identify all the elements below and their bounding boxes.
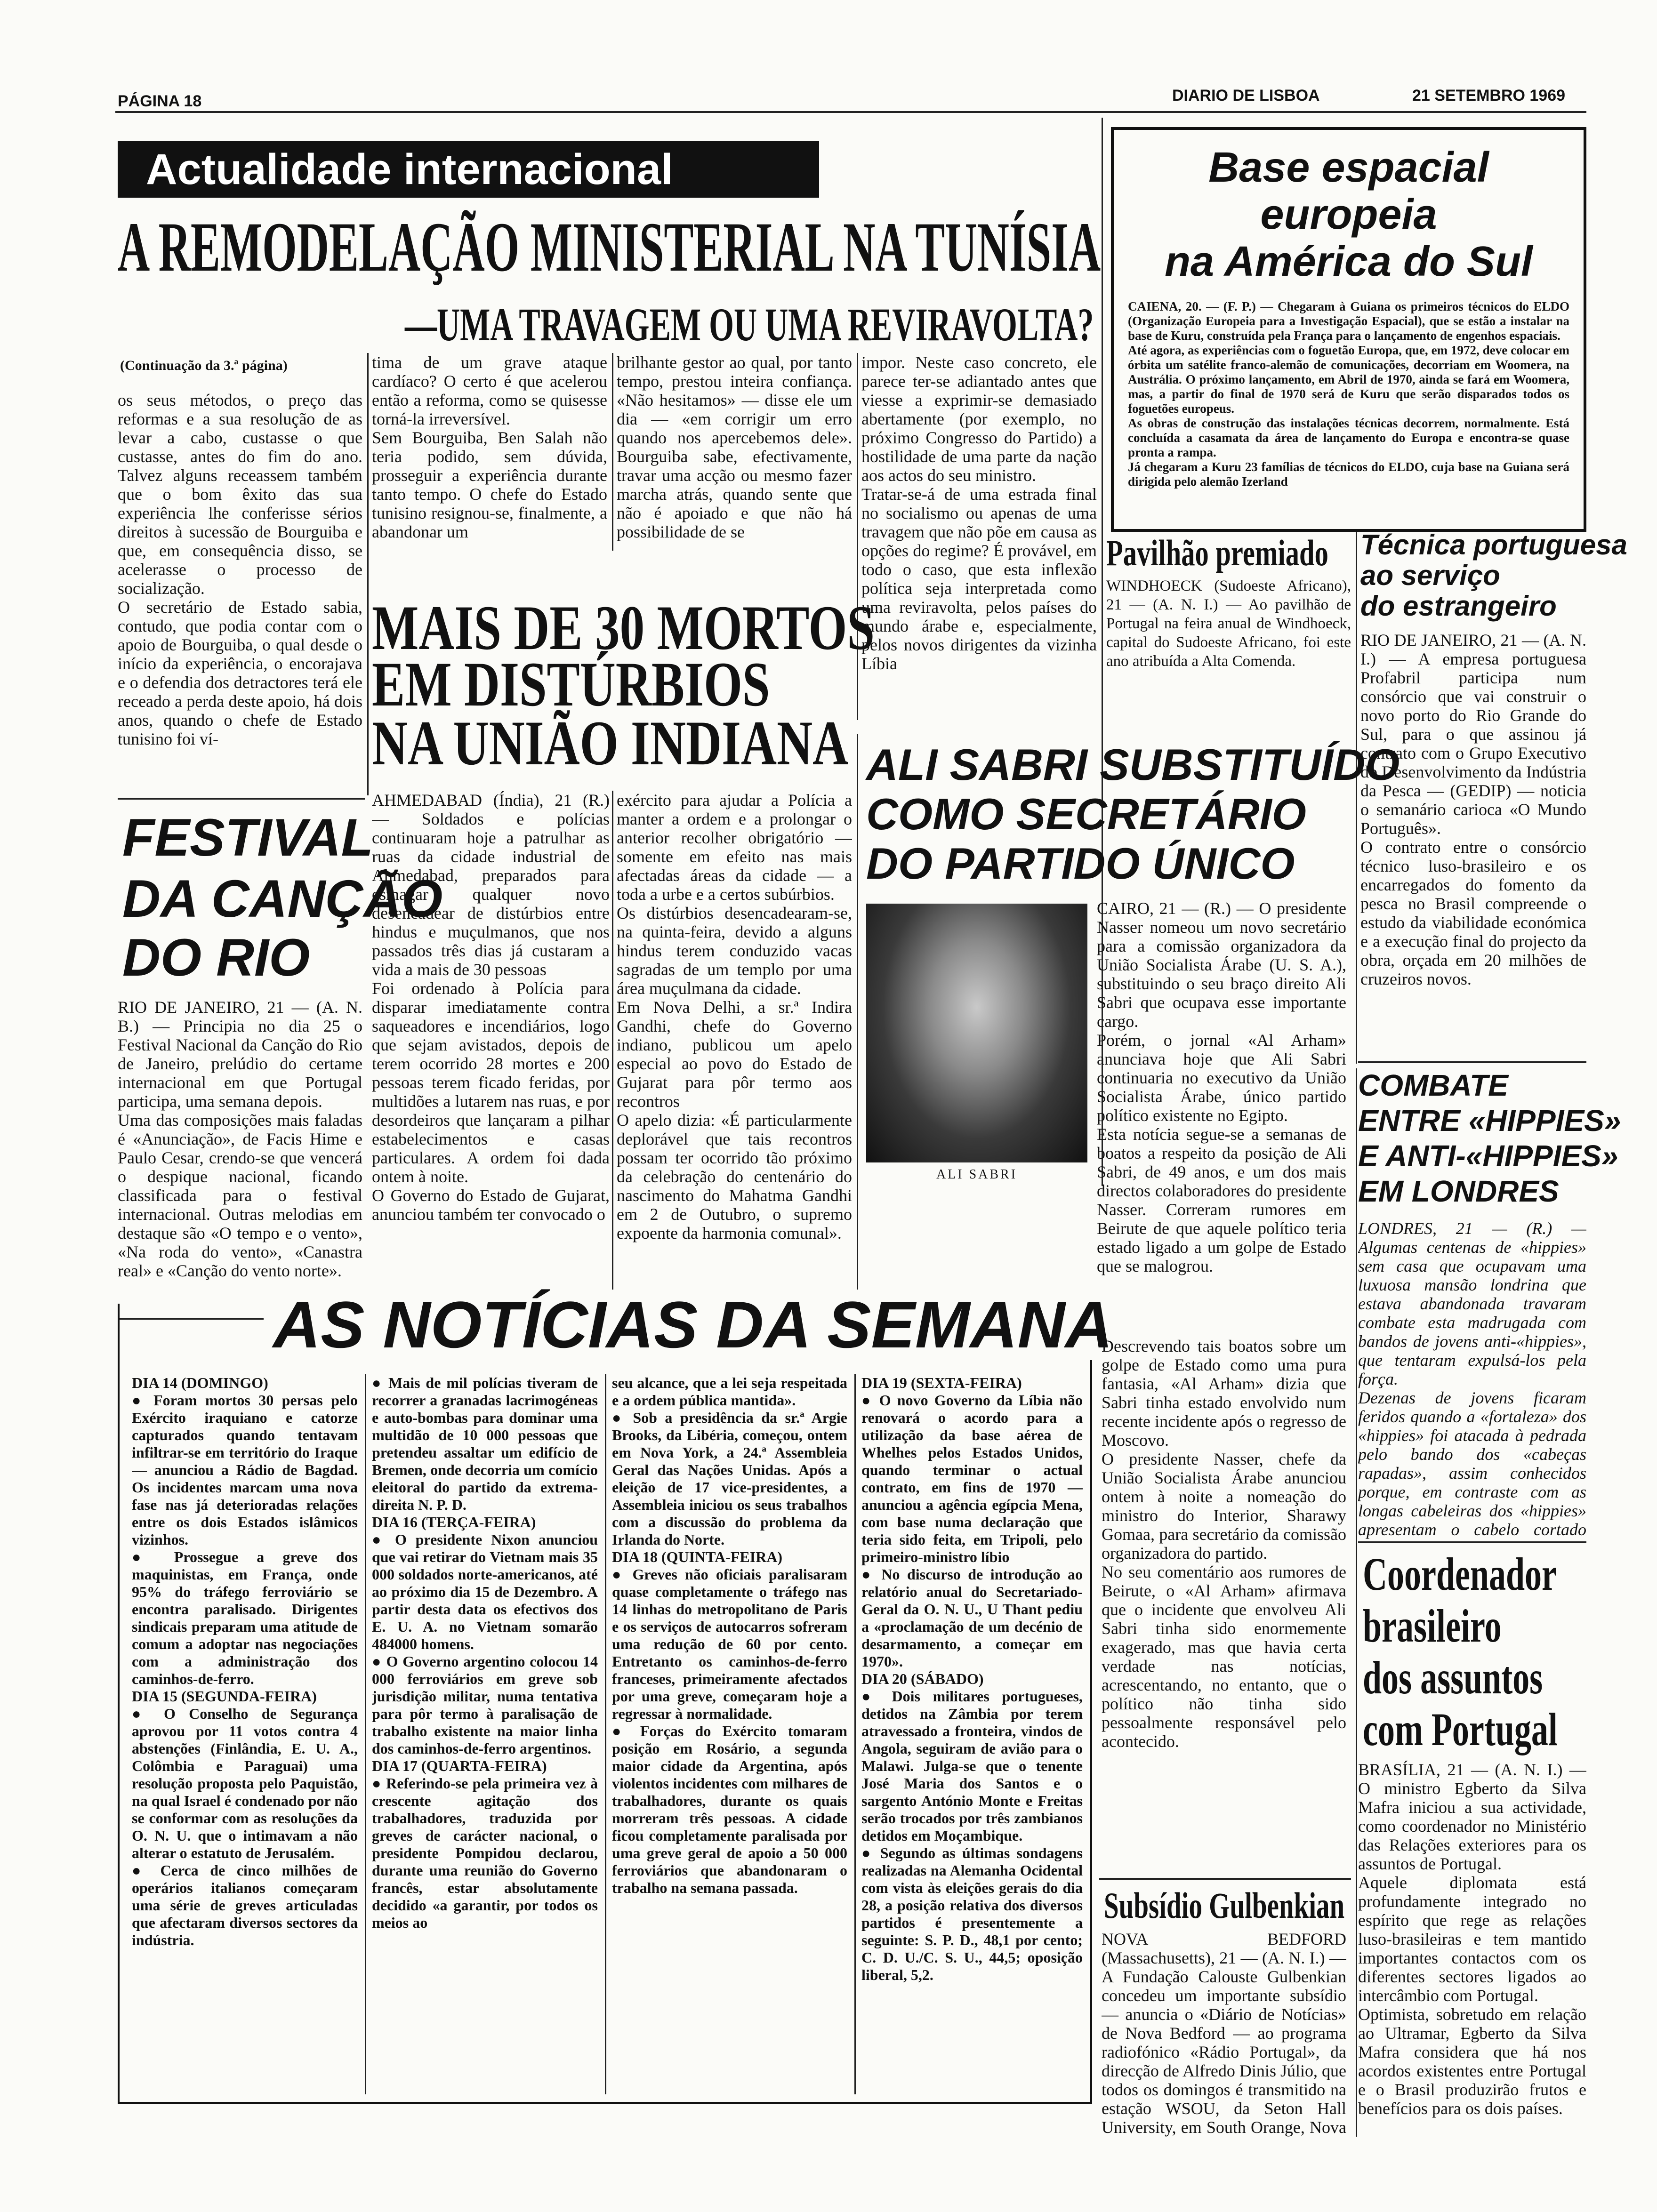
header-rule xyxy=(115,111,1586,113)
issue-date: 21 SETEMBRO 1969 xyxy=(1412,87,1566,104)
noticias-column-3: seu alcance, que a lei seja respeitada e a ordem pública mantida». ● Sob a presidência da sr.ª Argie Brooks, da Libéria, começou, ontem em Nova York, a 24.ª Assembleia Geral das Nações Unidas. Após a eleição de 17 vice-presidentes, a Assembleia iniciou os seus trabalhos com a discussão do problema da Irlanda do Norte. DIA 18 (QUINTA-FEIRA) ● Greves não oficiais paralisaram quase completamente o tráfego nas 14 linhas do metropolitano de Paris e os serviços de autocarros sofreram uma redução de 60 por cento. Entretanto os caminhos-de-ferro franceses, primeiramente afectados por uma greve, começaram hoje a regressar à normalidade. ● Forças do Exército tomaram posição em Rosário, a segunda maior cidade da Argentina, após violentos incidentes com milhares de trabalhadores, durante os quais morreram três pessoas. A cidade ficou completamente paralisada por uma greve geral de apoio a 50 000 ferroviários que abandonaram o trabalho na semana passada. xyxy=(612,1374,847,1896)
tunisia-subheadline: —UMA TRAVAGEM OU UMA REVIRAVOLTA? xyxy=(405,298,1094,351)
sabri-column-right: CAIRO, 21 — (R.) — O presidente Nasser nomeou um novo secretário para a comissão organizadora da União Socialista Árabe (U. S. A.), substituindo o seu braço direito Ali Sabri que ocupava esse importante cargo. Porém, o jornal «Al Arham» anunciava hoje que Ali Sabri continuaria no executivo da União Socialista Árabe, único partido político existente no Egipto. Esta notícia segue-se a semanas de boatos a respeito da posição de Ali Sabri, de 49 anos, e um dos mais directos colaboradores do presidente Nasser. Correram rumores em Beirute de que aquele político teria estado ligado a um golpe de Estado que se malogrou. xyxy=(1097,899,1346,1275)
india-column-2: exército para ajudar a Polícia a manter a ordem e a prolongar o anterior recolher obrigatório — somente em efeito nas mais afectadas áreas da cidade — a toda a urbe e a certos subúrbios. Os distúrbios desencadearam-se, na quinta-feira, devido a alguns hindus terem conduzido vacas sagradas de um templo por uma área muçulmana da cidade. Em Nova Delhi, a sr.ª Indira Gandhi, chefe do Governo indiano, publicou um apelo especial ao povo do Estado de Gujarat para pôr termo aos recontros O apelo dizia: «É particularmente deplorável que tais recontros possam ter ocorrido tão próximo da celebração do centenário do nascimento do Mahatma Gandhi em 2 de Outubro, o supremo expoente da harmonia comunal». xyxy=(617,791,852,1242)
espacial-headline-line-2: na América do Sul xyxy=(1165,238,1533,285)
sabri-headline-line-2: COMO SECRETÁRIO xyxy=(866,789,1306,839)
coordenador-body: BRASÍLIA, 21 — (A. N. I.) — O ministro Egberto da Silva Mafra iniciou a sua actividade, como coordenador no Ministério das Relações exteriores para os assuntos de Portugal. Aquele diplomata está profundamente integrado no espírito que rege as relações luso-brasileiras e tem mantido importantes contactos com os diferentes sectores ligados ao intercâmbio com Portugal. Optimista, sobretudo em relação ao Ultramar, Egberto da Silva Mafra considera que há nos acordos existentes entre Portugal e o Brasil produzirão frutos e benefícios para os dois países. xyxy=(1358,1760,1586,2118)
festival-headline-line-1: FESTIVAL xyxy=(122,808,374,867)
section-banner xyxy=(118,141,819,198)
espacial-body: CAIENA, 20. — (F. P.) — Chegaram à Guiana os primeiros técnicos do ELDO (Organização Europeia para a Investigação Espacial), que se estão a instalar na base de Kuru, construída pela França para o lançamento de engenhos espaciais. Até agora, as experiências com o foguetão Europa, que, em 1972, deve colocar em órbita um satélite franco-alemão de comunicações, decorriam em Woomera, na Austrália. O próximo lançamento, em Abril de 1970, ainda se fará em Woomera, mas, a partir do final de 1970 será de Kuru que serão disparados todos os foguetões europeus. As obras de construção das instalações técnicas decorrem, normalmente. Está concluída a casamata da área de lançamento do Europa e encontra-se quase pronta a rampa. Já chegaram a Kuru 23 famílias de técnicos do ELDO, cuja base na Guiana será dirigida pelo alemão Izerland xyxy=(1128,299,1569,489)
india-headline-line-3: NA UNIÃO INDIANA xyxy=(372,708,849,778)
tecnica-headline-line-3: do estrangeiro xyxy=(1360,590,1557,622)
tecnica-headline-line-1: Técnica portuguesa xyxy=(1360,529,1627,561)
festival-headline-line-3: DO RIO xyxy=(122,928,310,987)
gulbenkian-body: NOVA BEDFORD (Massachusetts), 21 — (A. N. I.) — A Fundação Calouste Gulbenkian concedeu um importante subsídio — anuncia o «Diário de Notícias» de Nova Bedford — ao programa radiofónico «Rádio Portugal», da direcção de Alfredo Dinis Júlio, que todos os domingos é transmitido na estação WSOU, da Seton Hall University, em South Orange, Nova xyxy=(1102,1930,1346,2137)
gulbenkian-headline: Subsídio Gulbenkian xyxy=(1104,1885,1345,1926)
sabri-column-lower: Descrevendo tais boatos sobre um golpe de Estado como uma pura fantasia, «Al Arham» dizia que Sabri tinha estado envolvido num recente incidente após o regresso de Moscovo. O presidente Nasser, chefe da União Socialista Árabe anunciou ontem à noite a nomeação do ministro do Interior, Sharawy Gomaa, para secretário da comissão organizadora do partido. No seu comentário aos rumores de Beirute, o «Al Arham» afirmava que o incidente que envolveu Ali Sabri tinha sido enormemente exagerado, mas que havia certa verdade nas notícias, acrescentando, no entanto, que o político não tinha sido pessoalmente responsável pelo acontecido. xyxy=(1102,1337,1346,1751)
festival-headline-line-2: DA CANÇÃO xyxy=(122,869,443,928)
india-headline-line-2: EM DISTÚRBIOS xyxy=(372,649,770,720)
tunisia-headline: A REMODELAÇÃO MINISTERIAL NA TUNÍSIA xyxy=(118,208,1101,286)
sabri-headline-line-3: DO PARTIDO ÚNICO xyxy=(866,839,1295,888)
tecnica-body: RIO DE JANEIRO, 21 — (A. N. I.) — A empresa portuguesa Profabril participa num consórcio que vai construir o novo porto do Rio Grande do Sul, para o que assinou já contrato com o Grupo Executivo do Desenvolvimento da Indústria da Pesca — (GEDIP) — noticia o semanário carioca «O Mundo Português». O contrato entre o consórcio técnico luso-brasileiro e os encarregados do fomento da pesca no Brasil compreende o estudo da viabilidade económica e a execução final do projecto da obra, orçada em 20 milhões de cruzeiros novos. xyxy=(1360,631,1586,988)
hippies-headline-line-4: EM LONDRES xyxy=(1358,1174,1559,1208)
coordenador-headline-line-2: brasileiro xyxy=(1363,1600,1502,1652)
hippies-headline-line-2: ENTRE «HIPPIES» xyxy=(1358,1104,1621,1138)
coordenador-headline-line-4: com Portugal xyxy=(1363,1703,1558,1755)
tunisia-column-2: tima de um grave ataque cardíaco? O certo é que acelerou então a reforma, como se quisesse torná-la irreversível. Sem Bourguiba, Ben Salah não teria podido, sem dúvida, prosseguir a experiência durante tanto tempo. O chefe do Estado tunisino resignou-se, finalmente, a abandonar um xyxy=(372,353,607,541)
newspaper-name: DIARIO DE LISBOA xyxy=(1172,87,1320,104)
tunisia-column-4: impor. Neste caso concreto, ele parece ter-se adiantado antes que viesse a exprimir-se demasiado abertamente (por exemplo, no próximo Congresso do Partido) a hostilidade de uma parte da nação aos actos do seu ministro. Tratar-se-á de uma estrada final no socialismo ou apenas de uma travagem que não põe em causa as opções do regime? É provável, em todo o caso, que esta inflexão política seja interpretada como uma reviravolta, pelos países do mundo árabe e, especialmente, pelos novos dirigentes da vizinha Líbia xyxy=(861,353,1097,673)
hippies-headline-line-1: COMBATE xyxy=(1358,1068,1508,1102)
hippies-body: LONDRES, 21 — (R.) — Algumas centenas de «hippies» sem casa que ocupavam uma luxuosa mansão londrina que estava abandonada travaram combate esta madrugada com bandos de jovens anti-«hippies», que tentaram expulsá-los pela força. Dezenas de jovens ficaram feridos quando a «fortaleza» dos «hippies» foi atacada à pedrada pelo bando dos «cabeças rapadas», assim conhecidos porque, em contraste com as longas cabeleiras dos «hippies» apresentam o cabelo cortado xyxy=(1358,1219,1586,1539)
coordenador-headline-line-3: dos assuntos xyxy=(1363,1651,1543,1704)
festival-body: RIO DE JANEIRO, 21 — (A. N. B.) — Principia no dia 25 o Festival Nacional da Canção do Rio de Janeiro, prelúdio do certame internacional em que Portugal participa, uma semana depois. Uma das composições mais faladas é «Anunciação», de Facis Hime e Paulo Cesar, crendo-se que vencerá o despique nacional, ficando classificada para o festival internacional. Outras melodias em destaque são «O tempo e o vento», «Na roda do vento», «Canastra real» e «Canção do vento norte». xyxy=(118,998,362,1280)
noticias-headline: AS NOTÍCIAS DA SEMANA xyxy=(264,1290,1122,1360)
tunisia-continuation-note: (Continuação da 3.ª página) xyxy=(120,358,288,373)
sabri-photo xyxy=(866,904,1087,1162)
tecnica-headline-line-2: ao serviço xyxy=(1360,560,1500,591)
sabri-headline-line-1: ALI SABRI SUBSTITUÍDO xyxy=(866,740,1400,789)
noticias-column-2: ● Mais de mil polícias tiveram de recorrer a granadas lacrimogéneas e auto-bombas para dominar uma multidão de 10 000 pessoas que pretendeu assaltar um edifício de Bremen, onde decorria um comício eleitoral do partido da extrema-direita N. P. D. DIA 16 (TERÇA-FEIRA) ● O presidente Nixon anunciou que vai retirar do Vietnam mais 35 000 soldados norte-americanos, até ao próximo dia 15 de Dezembro. A partir desta data os efectivos dos E. U. A. no Vietnam somarão 484000 homens. ● O Governo argentino colocou 14 000 ferroviários em greve sob jurisdição militar, numa tentativa para pôr termo à paralisação de trabalho existente na maior linha dos caminhos-de-ferro argentinos. DIA 17 (QUARTA-FEIRA) ● Referindo-se pela primeira vez à crescente agitação dos trabalhadores, traduzida por greves de carácter nacional, o presidente Pompidou declarou, durante uma reunião do Governo francês, estar absolutamente decidido «a garantir, por todos os meios ao xyxy=(372,1374,598,1931)
espacial-headline-line-1: Base espacial europeia xyxy=(1208,144,1489,238)
pavilhao-headline: Pavilhão premiado xyxy=(1106,532,1328,573)
sabri-photo-caption: ALI SABRI xyxy=(936,1167,1018,1182)
tunisia-column-1: os seus métodos, o preço das reformas e a sua resolução de as levar a cabo, custasse o que custasse, antes do fim do ano. Talvez alguns receassem também que o bom êxito das sua experiência lhe conferisse sérios direitos à sucessão de Bourguiba e que, em consequência disso, se acelerasse o processo de socialização. O secretário de Estado sabia, contudo, que podia contar com o apoio de Bourguiba, o qual desde o início da experiência, o encorajava e o defendia dos detractores terá ele receado a perda deste apoio, há dois anos, quando o chefe de Estado tunisino foi ví- xyxy=(118,391,362,748)
page-number: PÁGINA 18 xyxy=(118,92,202,110)
noticias-column-1: DIA 14 (DOMINGO) ● Foram mortos 30 persas pelo Exército iraquiano e catorze capturados quando tentavam infiltrar-se em território do Iraque — anunciou a Rádio de Bagdad. Os incidentes marcam uma nova fase nas já deterioradas relações entre os dois Estados islâmicos vizinhos. ● Prossegue a greve dos maquinistas, em França, onde 95% do tráfego ferroviário se encontra paralisado. Dirigentes sindicais preparam uma atitude de comum a adoptar nas negociações com a administração dos caminhos-de-ferro. DIA 15 (SEGUNDA-FEIRA) ● O Conselho de Segurança aprovou por 11 votos contra 4 abstenções (Finlândia, E. U. A., Colômbia e Paraguai) uma resolução proposta pelo Paquistão, na qual Israel é condenado por não se conformar com as resoluções da O. N. U. que o intimavam a não alterar o estatuto de Jerusalém. ● Cerca de cinco milhões de operários italianos começaram uma série de greves articuladas que afectaram diversos sectores da indústria. xyxy=(132,1374,358,1948)
india-column-1: AHMEDABAD (Índia), 21 (R.) — Soldados e polícias continuaram hoje a patrulhar as ruas da cidade industrial de Ahmedabad, preparados para esmagar qualquer novo desencadear de distúrbios entre hindus e muçulmanos, que nos passados três dias já custaram a vida a mais de 30 pessoas Foi ordenado à Polícia para disparar imediatamente contra saqueadores e incendiários, logo que sejam avistados, depois de terem ocorrido 28 mortes e 200 pessoas terem ficado feridas, por multidões a lutarem nas ruas, e por desordeiros que lançaram a pilhar estabelecimentos e casas particulares. A ordem foi dada ontem à noite. O Governo do Estado de Gujarat, anunciou também ter convocado o xyxy=(372,791,610,1224)
coordenador-headline-line-1: Coordenador xyxy=(1363,1548,1557,1600)
tunisia-column-3: brilhante gestor ao qual, por tanto tempo, prestou inteira confiança. «Não hesitamos» — disse ele um dia — «em corrigir um erro quando nos apercebemos dele». Bourguiba sabe, efectivamente, travar uma acção ou mesmo fazer marcha atrás, quando sente que não é apoiado e que não há possibilidade de se xyxy=(617,353,852,541)
india-headline-line-1: MAIS DE 30 MORTOS xyxy=(372,593,875,663)
pavilhao-body: WINDHOECK (Sudoeste Africano), 21 — (A. N. I.) — Ao pavilhão de Portugal na feira anual de Windhoeck, capital do Sudoeste Africano, foi este ano atribuída a Alta Comenda. xyxy=(1106,577,1351,670)
section-banner-text: Actualidade internacional xyxy=(146,145,673,193)
hippies-headline-line-3: E ANTI-«HIPPIES» xyxy=(1358,1139,1618,1173)
noticias-column-4: DIA 19 (SEXTA-FEIRA) ● O novo Governo da Líbia não renovará o acordo para a utilização da base aérea de Whelhes pelos Estados Unidos, quando terminar o actual contrato, em fins de 1970 — anunciou a agência egípcia Mena, com base numa declaração que teria sido feita, em Tripoli, pelo primeiro-ministro líbio ● No discurso de introdução ao relatório anual do Secretariado-Geral da O. N. U., U Thant pediu a «proclamação de um decénio de desarmamento, a começar em 1970». DIA 20 (SÁBADO) ● Dois militares portugueses, detidos na Zâmbia por terem atravessado a fronteira, vindos de Angola, seguiram de avião para o Malawi. Julga-se que o tenente José Maria dos Santos e o sargento António Monte e Freitas serão trocados por três zambianos detidos em Moçambique. ● Segundo as últimas sondagens realizadas na Alemanha Ocidental com vista às eleições gerais do dia 28, a posição relativa dos diversos partidos é presentemente a seguinte: S. P. D., 48,1 por cento; C. D. U./C. S. U., 44,5; oposição liberal, 5,2. xyxy=(861,1374,1083,1983)
espacial-box xyxy=(1111,127,1586,532)
